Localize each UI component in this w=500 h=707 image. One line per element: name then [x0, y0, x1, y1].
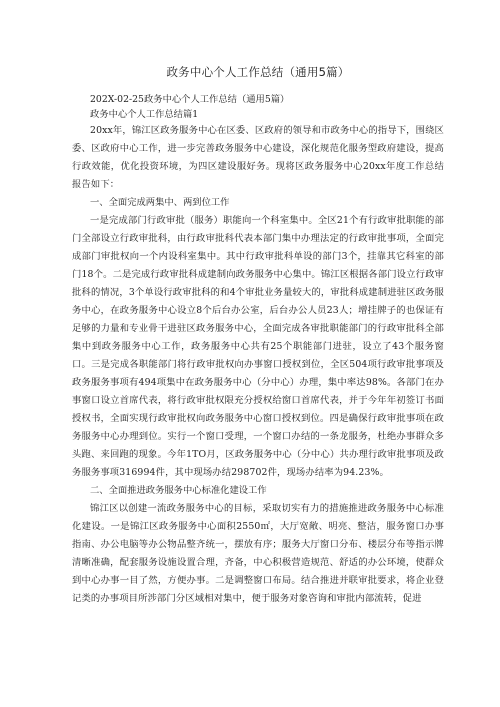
intro-paragraph: 20xx年，锦江区政务服务中心在区委、区政府的领导和市政务中心的指导下，围绕区委、区政府中心工作，进一步完善政务服务中心建设，深化规范化服务型政府建设，提高行政效能，优化投资环境，为四区建设服好务。现将区政务服务中心20xx年度工作总结报告如下： [72, 125, 444, 190]
paragraph-1: 一是完成部门行政审批（服务）职能向一个科室集中。全区21个有行政审批职能的部门全部设立行政审批科，由行政审批科代表本部门集中办理法定的行政审批事项，全面完成部门审批权向一个内设科室集中。其中行政审批科单设的部门3个，挂靠其它科室的部门18个。二是完成行政审批科成建制向政务服务中心集中。锦江区根据各部门设立行政审批科的情况，3个单设行政审批科的和4个审批业务量较大的，审批科成建制进驻区政务服务中心，在政务服务中心设立8个后台办公室，后台办公人员23人；增挂牌子的也保证有足够的力量和专业骨干进驻区政务服务中心，全面完成各审批职能部门的行政审批科全部集中到政务服务中心工作，政务服务中心共有25个职能部门进驻，设立了43个服务窗口。三是完成各职能部门将行政审批权向办事窗口授权到位，全区504项行政审批事项及政务服务事项有494项集中在政务服务中心（分中心）办理，集中率达98%。各部门在办事窗口设立首席代表，将行政审批权限充分授权给窗口首席代表，并于今年年初签订书面授权书，全面实现行政审批权向政务服务中心窗口授权到位。四是确保行政审批事项在政务服务中心办理到位。实行一个窗口受理，一个窗口办结的一条龙服务，杜绝办事群众多头跑、来回跑的现象。今年1TO月，区政务服务中心（分中心）共办理行政审批事项及政务服务事项316994件，其中现场办结298702件，现场办结率为94.23%。 [72, 215, 444, 478]
heading-2: 二、全面推进政务服务中心标准化建设工作 [90, 485, 267, 496]
paragraph-2: 锦江区以创建一流政务服务中心的目标，采取切实有力的措施推进政务服务中心标准化建设。一是锦江区政务服务中心面积2550㎡，大厅宽敞、明亮、整洁，服务窗口办事指南、办公电脑等办公物品整齐统一，摆放有序；服务大厅窗口分布、楼层分布等指示牌清晰准确，配套服务设施设置合理，齐备，中心积极营造规范、舒适的办公环境，使群众到中心办事一目了然，方便办事。二是调整窗口布局。结合推进并联审批要求，将企业登记类的办事项目所涉部门分区域相对集中，便于服务对象咨询和审批内部流转，促进 [72, 503, 444, 604]
document-title: 政务中心个人工作总结（通用5篇） [166, 65, 350, 79]
heading-1: 一、全面完成两集中、两到位工作 [90, 197, 230, 208]
section-label: 政务中心个人工作总结篇1 [90, 109, 199, 120]
date-line: 202X-02-25政务中心个人工作总结（通用5篇） [90, 94, 290, 105]
